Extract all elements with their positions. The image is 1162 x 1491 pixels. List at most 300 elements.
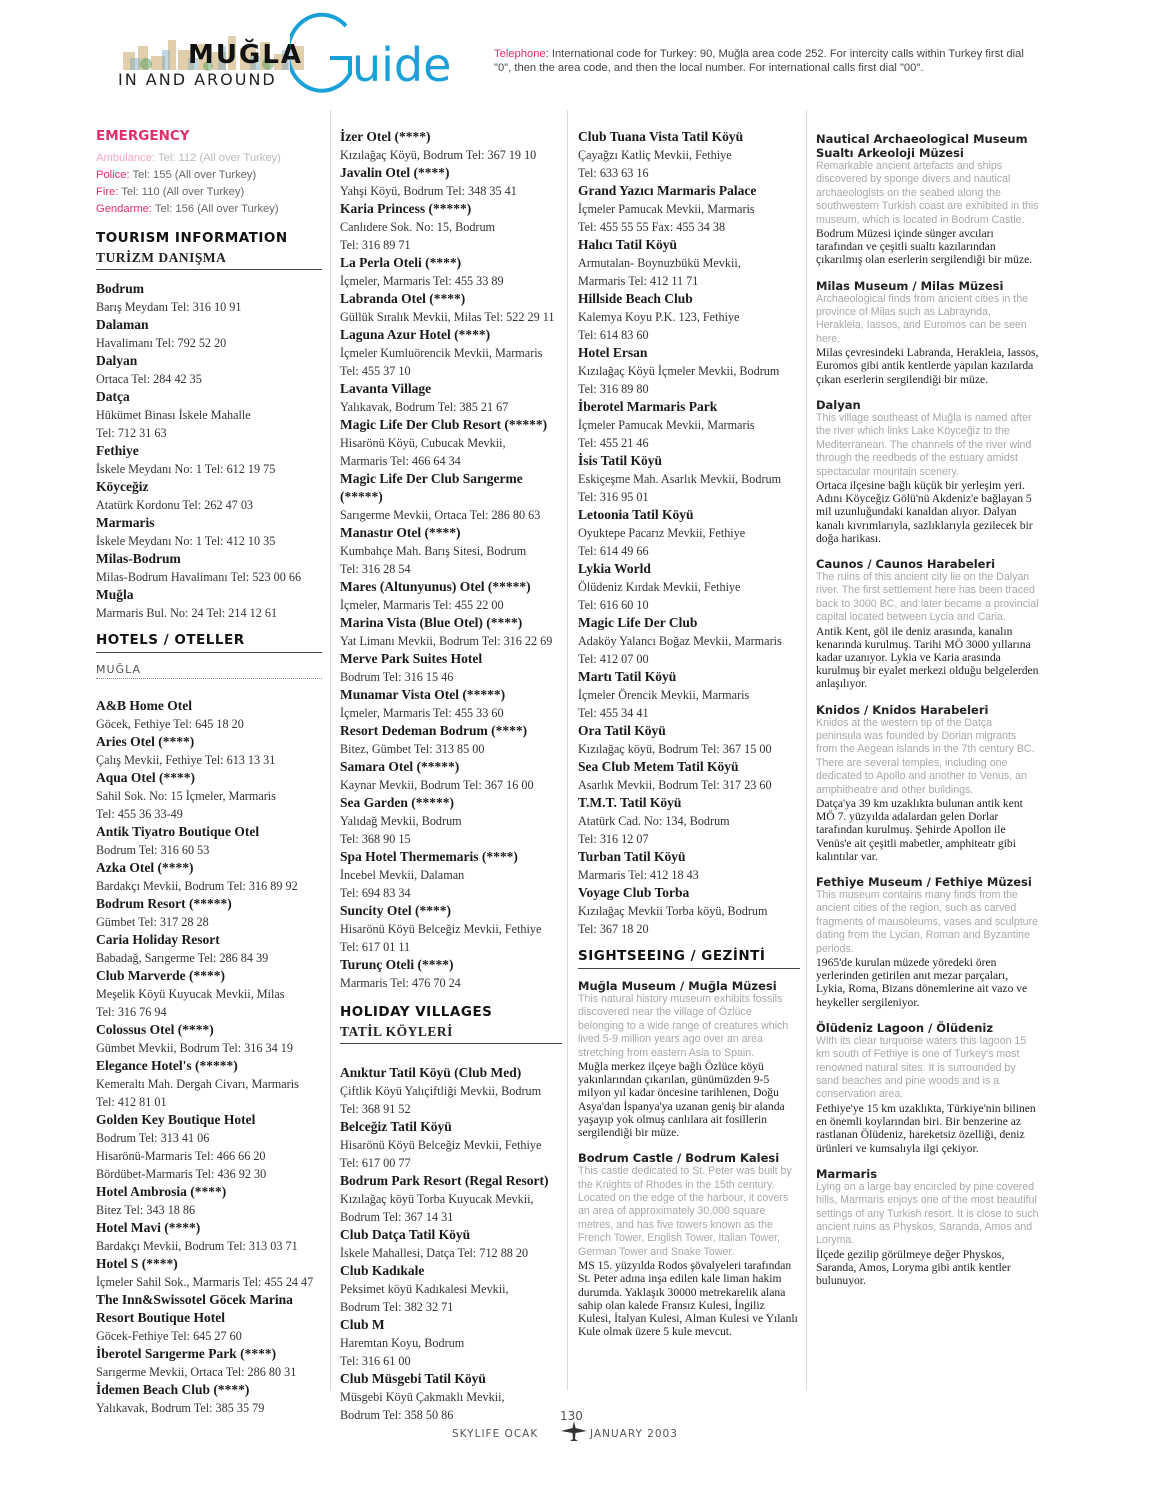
holiday-entry-detail: Çayağzı Katliç Mevkii, Fethiye	[578, 148, 732, 162]
emergency-heading: EMERGENCY	[96, 128, 190, 144]
hotel-entry-name: Labranda Otel (****)	[340, 291, 466, 306]
emergency-list	[96, 150, 322, 218]
sight-entry	[816, 279, 1040, 386]
hotel-entry	[96, 1345, 322, 1381]
emergency-key: Gendarme:	[96, 203, 152, 215]
tourism-entry-name: Fethiye	[96, 443, 139, 458]
telephone-label: Telephone	[494, 48, 546, 60]
sight-turkish-text: Ortaca ilçesine bağlı küçük bir yerleşim yeri. Adını Köyceğiz Gölü'nü Akdeniz'e bağlayan 5 mil uzunluğundaki kanaldan alıyor. Dalyan kanalı kıvrımlarıyla, sazlıklarıyla gezilecek bir doğa harikası.	[816, 478, 1033, 545]
hotel-entry-name: The Inn&Swissotel Göcek Marina	[96, 1292, 293, 1307]
holiday-heading: HOLIDAY VILLAGES	[340, 1004, 493, 1020]
sight-english-text: This village southeast of Muğla is named after the river which links Lake Köyceğiz to the Mediterranean. The channels of the river wind through the reedbeds of the estuary amidst spectacular mountain scenery.	[816, 411, 1032, 478]
hotel-entry-name: Merve Park Suites Hotel	[340, 651, 483, 666]
holiday-entry-detail: Müsgebi Köyü Çakmaklı Mevkii,	[340, 1390, 505, 1404]
emergency-key: Police:	[96, 169, 130, 181]
emergency-value: Tel: 155 (All over Turkey)	[129, 169, 257, 181]
hotel-entry	[96, 1111, 322, 1183]
holiday-entry-detail: İçmeler Pamucak Mevkii, Marmaris	[578, 418, 755, 432]
hotel-entry-detail: Babadağ, Sarıgerme Tel: 286 84 39	[96, 951, 269, 965]
holiday-entry-detail: Kızılağaç köyü, Bodrum Tel: 367 15 00	[578, 742, 772, 756]
hotel-entry-name: Mares (Altunyunus) Otel (*****)	[340, 579, 531, 594]
hotel-entry-detail: Marmaris Tel: 466 64 34	[340, 454, 461, 468]
hotel-entry	[340, 794, 562, 848]
hotel-entry-detail: Kumbahçe Mah. Barış Sitesi, Bodrum	[340, 544, 527, 558]
sight-entry	[578, 979, 800, 1139]
tourism-entry-detail: Tel: 712 31 63	[96, 426, 167, 440]
sight-english-text: Remarkable ancient artefacts and ships discovered by sponge divers and nautical archaeologists on the seabed along the southwestern Turkish coast are exhibited in this museum, which is located in Bodrum Castle.	[816, 160, 1039, 226]
tourism-entry-detail: İskele Meydanı No: 1 Tel: 412 10 35	[96, 534, 276, 548]
hotel-entry-name: La Perla Oteli (****)	[340, 255, 462, 270]
holiday-entry-detail: Asarlık Mevkii, Bodrum Tel: 317 23 60	[578, 778, 772, 792]
hotel-entry-detail: Bodrum Tel: 316 15 46	[340, 670, 454, 684]
hotel-entry-detail: İçmeler Sahil Sok., Marmaris Tel: 455 24 47	[96, 1275, 314, 1289]
hotels-list-1	[96, 697, 322, 1417]
sight-heading: Milas Museum / Milas Müzesi	[816, 278, 1004, 293]
hotel-entry-detail: Bördübet-Marmaris Tel: 436 92 30	[96, 1167, 267, 1181]
holiday-entry	[340, 1064, 562, 1118]
column-divider	[567, 110, 568, 1390]
sight-turkish-text: İlçede gezilip görülmeye değer Physkos, Saranda, Amos, Loryma gibi antik kentler bulunuyor.	[816, 1247, 1011, 1288]
hotels-heading: HOTELS / OTELLER	[96, 632, 322, 653]
holiday-entry-detail: İskele Mahallesi, Datça Tel: 712 88 20	[340, 1246, 529, 1260]
hotel-entry-detail: Sarıgerme Mevkii, Ortaca Tel: 286 80 31	[96, 1365, 297, 1379]
holiday-entry-detail: Tel: 616 60 10	[578, 598, 649, 612]
hotel-entry-detail: Meşelik Köyü Kuyucak Mevkii, Milas	[96, 987, 285, 1001]
holiday-entry-detail: Tel: 368 91 52	[340, 1102, 411, 1116]
hotel-entry	[96, 733, 322, 769]
hotel-entry	[340, 614, 562, 650]
hotel-entry	[96, 823, 322, 859]
emergency-value: Tel: 156 (All over Turkey)	[151, 203, 279, 215]
holiday-list-2	[578, 128, 800, 938]
tourism-entry	[96, 478, 322, 514]
tourism-entry-detail: Hükümet Binası İskele Mahalle	[96, 408, 251, 422]
hotel-entry-detail: Göcek-Fethiye Tel: 645 27 60	[96, 1329, 242, 1343]
hotel-entry-name: Golden Key Boutique Hotel	[96, 1112, 256, 1127]
hotel-entry	[340, 380, 562, 416]
sight-entry	[816, 1021, 1040, 1155]
holiday-entry	[578, 290, 800, 344]
holiday-entry	[578, 506, 800, 560]
holiday-entry-name: Magic Life Der Club	[578, 615, 698, 630]
tourism-entry-name: Köyceğiz	[96, 479, 149, 494]
sight-english-text: This castle dedicated to St. Peter was built by the Knights of Rhodes in the 15th century. Located on the edge of the harbour, it covers an area of approximately 30,000 square metres, and has five towers known as the French Tower, English Tower, Italian Tower, German Tower and Snake Tower.	[578, 1165, 792, 1258]
hotel-entry-detail: Çalış Mevkii, Fethiye Tel: 613 13 31	[96, 753, 276, 767]
tourism-entry-detail: Havalimanı Tel: 792 52 20	[96, 336, 227, 350]
hotel-entry-detail: İçmeler Kumluörencik Mevkii, Marmaris	[340, 346, 543, 360]
hotel-entry-name: Aries Otel (****)	[96, 734, 195, 749]
sightseeing-list-1	[578, 979, 800, 1338]
holiday-entry-detail: Tel: 316 12 07	[578, 832, 649, 846]
holiday-entry-detail: Tel: 633 63 16	[578, 166, 649, 180]
sight-english-text: The ruins of this ancient city lie on the Dalyan river. The first settlement here has been traced back to 3000 BC, and later became a provincial capital located between Lycia and Caria.	[816, 570, 1039, 624]
hotel-entry-detail: Gümbet Mevkii, Bodrum Tel: 316 34 19	[96, 1041, 293, 1055]
page-number: 130	[560, 1409, 583, 1423]
hotel-entry-detail: Canlıdere Sok. No: 15, Bodrum	[340, 220, 496, 234]
holiday-heading-tr: TATİL KÖYLERİ	[340, 1024, 562, 1044]
holiday-entry-detail: Tel: 412 07 00	[578, 652, 649, 666]
hotel-entry	[96, 1057, 322, 1111]
emergency-line	[96, 184, 322, 201]
hotel-entry	[96, 859, 322, 895]
hotel-entry-detail: Yahşi Köyü, Bodrum Tel: 348 35 41	[340, 184, 517, 198]
hotel-entry-name: Turunç Oteli (****)	[340, 957, 454, 972]
hotel-entry	[340, 686, 562, 722]
holiday-entry-name: Letoonia Tatil Köyü	[578, 507, 694, 522]
footer-magazine: SKYLIFE OCAK	[452, 1428, 539, 1440]
hotel-entry	[340, 470, 562, 524]
hotel-entry-name: Bodrum Resort (*****)	[96, 896, 232, 911]
sight-heading: Caunos / Caunos Harabeleri	[816, 556, 996, 571]
holiday-entry-name: Voyage Club Torba	[578, 885, 690, 900]
logo-subtitle: IN AND AROUND	[118, 70, 277, 89]
hotel-entry-detail: Bitez, Gümbet Tel: 313 85 00	[340, 742, 485, 756]
sight-english-text: Knidos at the western tip of the Datça peninsula was founded by Dorian migrants from the Aegean islands in the 7th century BC. There are several temples, including one dedicated to Apollo and another to Venus, an amphitheatre and other buildings.	[816, 716, 1035, 796]
sight-entry	[578, 1151, 800, 1338]
holiday-entry	[340, 1172, 562, 1226]
tourism-entry-detail: Marmaris Bul. No: 24 Tel: 214 12 61	[96, 606, 278, 620]
emergency-value: Tel: 112 (All over Turkey)	[155, 152, 281, 164]
hotel-entry-name: Suncity Otel (****)	[340, 903, 451, 918]
tourism-entry-name: Bodrum	[96, 281, 145, 296]
hotel-entry-detail: Tel: 694 83 34	[340, 886, 411, 900]
holiday-entry-name: Club Tuana Vista Tatil Köyü	[578, 129, 744, 144]
hotel-entry-detail: Güllük Sıralık Mevkii, Milas Tel: 522 29 11	[340, 310, 555, 324]
hotel-entry-detail: Tel: 617 01 11	[340, 940, 411, 954]
sight-heading: Fethiye Museum / Fethiye Müzesi	[816, 875, 1032, 890]
emergency-key: Fire:	[96, 186, 119, 198]
holiday-entry	[578, 614, 800, 668]
hotel-entry-name: Laguna Azur Hotel (****)	[340, 327, 491, 342]
tourism-entry-detail: Ortaca Tel: 284 42 35	[96, 372, 202, 386]
sight-heading: Knidos / Knidos Harabeleri	[816, 702, 989, 717]
hotel-entry-detail: İçmeler, Marmaris Tel: 455 22 00	[340, 598, 504, 612]
hotel-entry	[96, 931, 322, 967]
holiday-entry-detail: Peksimet köyü Kadıkalesi Mevkii,	[340, 1282, 509, 1296]
hotel-entry-detail: Kaynar Mevkii, Bodrum Tel: 367 16 00	[340, 778, 534, 792]
hotel-entry-name: Hotel S (****)	[96, 1256, 178, 1271]
hotel-entry-name: Azka Otel (****)	[96, 860, 194, 875]
holiday-entry-detail: Haremtan Koyu, Bodrum	[340, 1336, 465, 1350]
tourism-entry-name: Marmaris	[96, 515, 155, 530]
holiday-entry	[578, 128, 800, 182]
sightseeing-list-2	[816, 132, 1040, 1287]
sight-english-text: Lying on a large bay encircled by pine covered hills, Marmaris enjoys one of the most beautiful settings of any Turkish resort. It is close to such ancient ruins as Physkos, Saranda, Amos and Loryma.	[816, 1180, 1039, 1247]
hotel-entry-detail: Tel: 368 90 15	[340, 832, 411, 846]
holiday-entry-name: Hotel Ersan	[578, 345, 648, 360]
tourism-entry	[96, 280, 322, 316]
sight-entry	[816, 132, 1040, 267]
hotel-entry	[96, 1021, 322, 1057]
holiday-entry	[578, 344, 800, 398]
logo-g-letter	[290, 12, 356, 98]
hotel-entry	[96, 967, 322, 1021]
holiday-entry-detail: Hisarönü Köyü Belceğiz Mevkii, Fethiye	[340, 1138, 542, 1152]
column-divider	[806, 110, 807, 1390]
hotel-entry-detail: Tel: 455 37 10	[340, 364, 411, 378]
holiday-entry	[340, 1118, 562, 1172]
hotel-entry-name: Magic Life Der Club Sarıgerme (*****)	[340, 471, 523, 504]
sight-turkish-text: Fethiye'ye 15 km uzaklıkta, Türkiye'nin bilinen en önemli koylarından biri. Bir benzerine az rastlanan Ölüdeniz, hareketsiz özelliği, deniz ürünleri ve kumsalıyla ilgi çekiyor.	[816, 1101, 1036, 1155]
hotel-entry	[340, 650, 562, 686]
hotel-entry	[340, 326, 562, 380]
holiday-entry-name: Turban Tatil Köyü	[578, 849, 686, 864]
tourism-entry-detail: Barış Meydanı Tel: 316 10 91	[96, 300, 242, 314]
tourism-entry	[96, 514, 322, 550]
tourism-entry-name: Dalaman	[96, 317, 149, 332]
holiday-entry-name: T.M.T. Tatil Köyü	[578, 795, 682, 810]
sight-turkish-text: Muğla merkez ilçeye bağlı Özlüce köyü yakınlarından çıkarılan, günümüzden 9-5 milyon yıl kadar öncesine tarihlenen, Doğu Asya'dan İspanya'ya uzanan geniş bir alanda yaşayıp yok olmuş canlılara ait fosillerin sergilendiği bir müze.	[578, 1060, 785, 1140]
holiday-entry-name: Lykia World	[578, 561, 651, 576]
hotel-entry	[96, 769, 322, 823]
sight-entry	[816, 875, 1040, 1009]
holiday-entry-detail: İçmeler Örencik Mevkii, Marmaris	[578, 688, 750, 702]
holiday-entry	[578, 848, 800, 884]
holiday-entry-name: Anıktur Tatil Köyü (Club Med)	[340, 1065, 522, 1080]
hotel-entry	[340, 848, 562, 902]
hotel-entry	[96, 895, 322, 931]
holiday-entry-detail: Tel: 614 49 66	[578, 544, 649, 558]
hotels-list-2	[340, 128, 562, 992]
emergency-line	[96, 201, 322, 218]
hotel-entry	[340, 416, 562, 470]
holiday-entry-detail: İçmeler Pamucak Mevkii, Marmaris	[578, 202, 755, 216]
hotel-entry-name: Resort Dedeman Bodrum (****)	[340, 723, 528, 738]
hotel-entry	[340, 164, 562, 200]
sightseeing-heading: SIGHTSEEING / GEZİNTİ	[578, 948, 800, 969]
sight-turkish-text: 1965'de kurulan müzede yöredeki ören yerlerinden getirilen anıt mezar parçaları, Lykia, Roma, Bizans dönemlerine ait vazo ve heykeller sergileniyor.	[816, 956, 1028, 1009]
sight-english-text: This natural history museum exhibits fossils discovered near the village of Özlüce belonging to a wide range of creatures which lived 5-9 million years ago over an area stretching from eastern Asia to Spain.	[578, 993, 789, 1059]
tourism-entry	[96, 352, 322, 388]
holiday-entry-detail: Eskiçeşme Mah. Asarlık Mevkii, Bodrum	[578, 472, 782, 486]
holiday-entry	[578, 722, 800, 758]
tourism-entry-name: Datça	[96, 389, 130, 404]
holiday-entry	[578, 668, 800, 722]
hotel-entry-name: Munamar Vista Otel (*****)	[340, 687, 506, 702]
tourism-entry-detail: Atatürk Kordonu Tel: 262 47 03	[96, 498, 254, 512]
sight-heading: Marmaris	[816, 1166, 878, 1181]
tourism-entry	[96, 316, 322, 352]
hotel-entry-name: Hotel Mavi (****)	[96, 1220, 201, 1235]
holiday-entry-name: Martı Tatil Köyü	[578, 669, 677, 684]
hotel-entry	[96, 697, 322, 733]
holiday-entry-detail: Tel: 455 55 55 Fax: 455 34 38	[578, 220, 726, 234]
hotel-entry-detail: Yalıdağ Mevkii, Bodrum	[340, 814, 462, 828]
hotel-entry-name: Colossus Otel (****)	[96, 1022, 214, 1037]
tourism-entry-name: Dalyan	[96, 353, 138, 368]
holiday-entry-name: Ora Tatil Köyü	[578, 723, 666, 738]
emergency-line	[96, 150, 322, 167]
hotel-entry-detail: Hisarönü Köyü Belceğiz Mevkii, Fethiye	[340, 922, 542, 936]
footer-date: JANUARY 2003	[590, 1428, 678, 1440]
sight-entry	[816, 398, 1040, 545]
hotel-entry-detail: Tel: 316 89 71	[340, 238, 411, 252]
holiday-entry-detail: Kızılağaç köyü Torba Kuyucak Mevkii,	[340, 1192, 534, 1206]
hotel-entry	[96, 1381, 322, 1417]
tourism-entry	[96, 442, 322, 478]
sight-english-text: Archaeological finds from ancient cities in the province of Milas such as Labraynda, Herakleia, Iassos, and Euromos can be seen here.	[816, 292, 1028, 345]
emergency-line	[96, 167, 322, 184]
page-header	[0, 0, 1162, 105]
sight-heading: Nautical Archaeological Museum Sualtı Arkeoloji Müzesi	[816, 132, 1028, 160]
holiday-entry-detail: Atatürk Cad. No: 134, Bodrum	[578, 814, 730, 828]
holiday-entry	[578, 182, 800, 236]
holiday-entry-detail: Tel: 614 83 60	[578, 328, 649, 342]
hotel-entry	[96, 1219, 322, 1255]
hotel-entry	[340, 254, 562, 290]
hotel-entry-name: İdemen Beach Club (****)	[96, 1382, 250, 1397]
hotel-entry	[340, 200, 562, 254]
telephone-info	[494, 47, 1034, 75]
tourism-entry	[96, 388, 322, 442]
hotel-entry-name: Caria Holiday Resort	[96, 932, 220, 947]
hotel-entry-detail: Bardakçı Mevkii, Bodrum Tel: 316 89 92	[96, 879, 298, 893]
hotel-entry-name: Karia Princess (*****)	[340, 201, 472, 216]
hotel-entry-name: A&B Home Otel	[96, 698, 192, 713]
hotel-entry-name: Sea Garden (*****)	[340, 795, 454, 810]
holiday-entry-detail: Tel: 316 61 00	[340, 1354, 411, 1368]
holiday-entry-name: Club M	[340, 1317, 385, 1332]
holiday-entry-name: Bodrum Park Resort (Regal Resort)	[340, 1173, 549, 1188]
holiday-entry-detail: Tel: 617 00 77	[340, 1156, 411, 1170]
holiday-entry-name: Club Kadıkale	[340, 1263, 425, 1278]
sight-turkish-text: MS 15. yüzyılda Rodos şövalyeleri tarafından St. Peter adına inşa edilen kale liman hakim durumda. Yaklaşık 30000 metrekarelik alana sahip olan kalede Fransız Kulesi, İngiliz Kulesi, İtalyan Kulesi, Alman Kulesi ve Yılanlı Kule olmak üzere 5 kule mevcut.	[578, 1259, 798, 1339]
holiday-entry-name: Club Datça Tatil Köyü	[340, 1227, 471, 1242]
hotel-entry-detail: Tel: 316 76 94	[96, 1005, 167, 1019]
tourism-entry-name: Muğla	[96, 587, 134, 602]
holiday-entry-name: İsis Tatil Köyü	[578, 453, 663, 468]
tourism-entry	[96, 586, 322, 622]
holiday-entry	[578, 236, 800, 290]
hotel-entry-detail: Hisarönü-Marmaris Tel: 466 66 20	[96, 1149, 266, 1163]
hotel-entry-detail: Tel: 412 81 01	[96, 1095, 167, 1109]
hotel-entry	[96, 1255, 322, 1291]
hotel-entry	[340, 722, 562, 758]
hotel-entry	[96, 1309, 322, 1345]
hotel-entry	[340, 956, 562, 992]
hotel-entry-detail: Sahil Sok. No: 15 İçmeler, Marmaris	[96, 789, 276, 803]
holiday-entry	[340, 1226, 562, 1262]
hotel-entry-name: Lavanta Village	[340, 381, 432, 396]
holiday-entry	[340, 1262, 562, 1316]
hotel-entry-name: Antik Tiyatro Boutique Otel	[96, 824, 260, 839]
emergency-key: Ambulance:	[96, 152, 156, 164]
hotel-entry-detail: Bodrum Tel: 316 60 53	[96, 843, 210, 857]
holiday-entry-detail: Tel: 316 95 01	[578, 490, 649, 504]
sight-heading: Bodrum Castle / Bodrum Kalesi	[578, 1151, 780, 1166]
hotel-entry-name: Samara Otel (*****)	[340, 759, 460, 774]
sight-turkish-text: Milas çevresindeki Labranda, Herakleia, Iassos, Euromos gibi antik kentlerde yapılan kazılarda çıkan eserlerin sergilendiği bir müze.	[816, 346, 1039, 386]
holiday-entry-detail: Bodrum Tel: 382 32 71	[340, 1300, 454, 1314]
hotel-entry-name: Hotel Ambrosia (****)	[96, 1184, 227, 1199]
holiday-entry	[578, 794, 800, 848]
hotel-entry-detail: Göcek, Fethiye Tel: 645 18 20	[96, 717, 244, 731]
hotel-entry	[96, 1183, 322, 1219]
logo-guide-text: uide	[352, 38, 452, 92]
hotel-entry-detail: Kemeraltı Mah. Dergah Civarı, Marmaris	[96, 1077, 299, 1091]
telephone-text: : International code for Turkey: 90, Muğla area code 252. For intercity calls within Turkey first dial "0", then the area code, and then the local number. For international calls first dial "00".	[494, 48, 1024, 74]
sight-heading: Dalyan	[816, 397, 861, 412]
hotel-entry	[340, 902, 562, 956]
hotel-entry	[340, 578, 562, 614]
hotel-entry-name: Club Marverde (****)	[96, 968, 225, 983]
holiday-entry	[340, 1370, 562, 1424]
hotel-entry-detail: Yat Limanı Mevkii, Bodrum Tel: 316 22 69	[340, 634, 553, 648]
hotel-entry-detail: İçmeler, Marmaris Tel: 455 33 60	[340, 706, 504, 720]
holiday-entry-name: Belceğiz Tatil Köyü	[340, 1119, 452, 1134]
holiday-entry-detail: Kızılağaç Köyü İçmeler Mevkii, Bodrum	[578, 364, 780, 378]
hotel-entry-detail: İncebel Mevkii, Dalaman	[340, 868, 465, 882]
tourism-entry-name: Milas-Bodrum	[96, 551, 181, 566]
hotel-entry-detail: Marmaris Tel: 476 70 24	[340, 976, 461, 990]
sight-entry	[816, 1167, 1040, 1288]
hotel-entry-detail: Gümbet Tel: 317 28 28	[96, 915, 209, 929]
hotel-entry-name: Magic Life Der Club Resort (*****)	[340, 417, 548, 432]
sight-entry	[816, 703, 1040, 863]
holiday-entry-detail: Kalemya Koyu P.K. 123, Fethiye	[578, 310, 740, 324]
holiday-entry-detail: Tel: 455 21 46	[578, 436, 649, 450]
hotel-entry	[96, 1291, 322, 1309]
airplane-icon	[560, 1420, 588, 1442]
sight-entry	[816, 557, 1040, 691]
hotel-entry	[340, 758, 562, 794]
hotel-entry-detail: Hisarönü Köyü, Cubucak Mevkii,	[340, 436, 506, 450]
tourism-heading: TOURISM INFORMATION	[96, 230, 288, 246]
hotel-entry-name: İberotel Sarıgerme Park (****)	[96, 1346, 277, 1361]
sight-heading: Muğla Museum / Muğla Müzesi	[578, 979, 777, 993]
hotel-entry-detail: Sarıgerme Mevkii, Ortaca Tel: 286 80 63	[340, 508, 541, 522]
holiday-entry-detail: Marmaris Tel: 412 18 43	[578, 868, 699, 882]
hotel-entry-name: Elegance Hotel's (*****)	[96, 1058, 238, 1073]
holiday-entry-detail: Bodrum Tel: 367 14 31	[340, 1210, 454, 1224]
holiday-entry-detail: Marmaris Tel: 412 11 71	[578, 274, 699, 288]
hotel-entry	[340, 524, 562, 578]
hotel-entry-detail: İçmeler, Marmaris Tel: 455 33 89	[340, 274, 504, 288]
tourism-heading-tr: TURİZM DANIŞMA	[96, 250, 322, 270]
tourism-entry	[96, 550, 322, 586]
column-2	[340, 128, 562, 1424]
holiday-entry-name: Grand Yazıcı Marmaris Palace	[578, 183, 757, 198]
hotel-entry	[340, 128, 562, 164]
holiday-entry-detail: Kızılağaç Mevkii Torba köyü, Bodrum	[578, 904, 768, 918]
holiday-entry-detail: Oyuktepe Pacarız Mevkii, Fethiye	[578, 526, 746, 540]
hotel-entry-name: Resort Boutique Hotel	[96, 1310, 225, 1325]
hotel-entry-detail: Tel: 455 36 33-49	[96, 807, 183, 821]
sight-english-text: With its clear turquoise waters this lagoon 15 km south of Fethiye is one of Turkey's most renowned natural sites. It is surrounded by sand beaches and pine woods and is a conservation area.	[816, 1034, 1027, 1101]
sight-turkish-text: Datça'ya 39 km uzaklıkta bulunan antik kent MÖ 7. yüzyılda adalardan gelen Dorlar tarafından kurulmuş. Şehirde Apollon ile Venüs'e ait çeşitli mabetler, amphiteatr gibi kalıntılar var.	[816, 797, 1023, 863]
hotel-entry-name: Manastır Otel (****)	[340, 525, 461, 540]
holiday-entry-name: Sea Club Metem Tatil Köyü	[578, 759, 739, 774]
hotel-entry-detail: Bodrum Tel: 313 41 06	[96, 1131, 210, 1145]
column-4	[816, 132, 1040, 1299]
tourism-list	[96, 280, 322, 622]
holiday-entry	[578, 560, 800, 614]
holiday-entry	[578, 758, 800, 794]
holiday-entry-name: Halıcı Tatil Köyü	[578, 237, 678, 252]
hotel-entry-detail: Yalıkavak, Bodrum Tel: 385 21 67	[340, 400, 509, 414]
hotel-entry-name: İzer Otel (****)	[340, 129, 431, 144]
hotel-entry-name: Marina Vista (Blue Otel) (****)	[340, 615, 523, 630]
sight-english-text: This museum contains many finds from the ancient cities of the region, such as carved fragments of mausoleums, vases and sculpture dating from the Lycian, Roman and Byzantine periods.	[816, 889, 1038, 955]
holiday-entry	[340, 1316, 562, 1370]
holiday-entry-detail: Tel: 455 34 41	[578, 706, 649, 720]
sight-turkish-text: Bodrum Müzesi içinde sünger avcıları tarafından ve çeşitli sualtı kazılarından çıkarılmış olan eserlerin sergilendiği bir müze.	[816, 227, 1033, 267]
hotel-entry-name: Aqua Otel (****)	[96, 770, 195, 785]
logo-mugla-text: MUĞLA	[188, 40, 304, 70]
column-divider	[330, 110, 331, 1390]
hotel-entry-name: Javalin Otel (****)	[340, 165, 450, 180]
hotels-subheading: MUĞLA	[96, 663, 322, 679]
